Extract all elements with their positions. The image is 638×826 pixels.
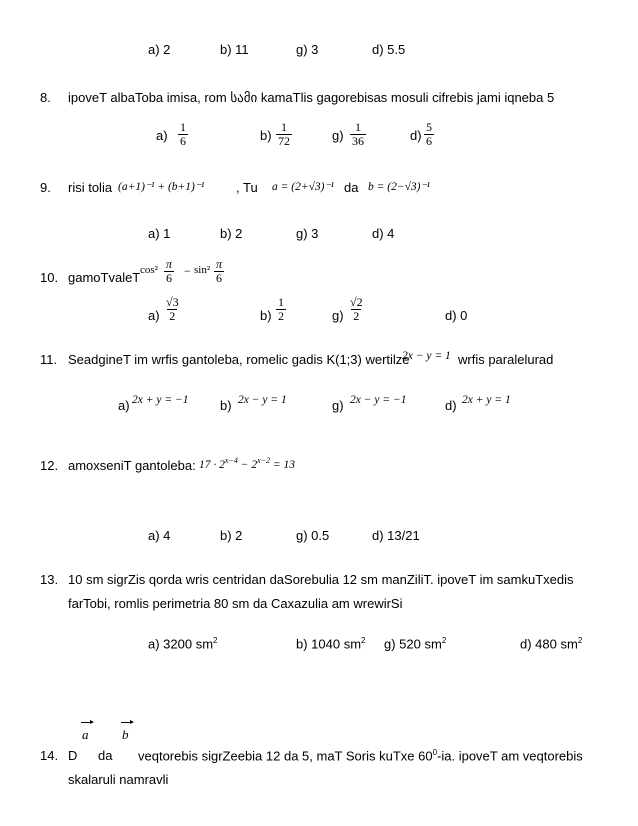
q9-option-a: a) 1 — [148, 226, 171, 241]
q13-d-sup: 2 — [577, 636, 583, 645]
q11-text-1: SeadgineT im wrfis gantoleba, romelic gadis K(1;3) wertilze — [68, 352, 410, 367]
vector-a: a — [82, 727, 89, 742]
q13-b-sup: 2 — [361, 636, 366, 645]
q10-g-num: √2 — [350, 295, 363, 309]
q10-frac-2 — [214, 258, 224, 285]
q10-six-1: 6 — [166, 271, 172, 285]
q12-option-b: b) 2 — [220, 528, 243, 543]
q11-text-2: wrfis paralelurad — [458, 352, 554, 367]
q8-b-den: 72 — [278, 134, 290, 148]
q14-number: 14. — [40, 748, 59, 763]
q7-option-d: d) 5.5 — [372, 42, 406, 57]
q11-option-d-label: d) — [445, 398, 457, 413]
q14-line-1-main: veqtorebis sigrZeebia 12 da 5, maT Soris kuTxe 60 — [138, 748, 433, 764]
q9-number: 9. — [40, 180, 51, 195]
q8-g-den: 36 — [352, 134, 364, 148]
q8-option-d-label: d) — [410, 128, 422, 143]
q7-option-b: b) 11 — [220, 42, 249, 57]
q14-degree: 0 — [432, 748, 438, 757]
q12-option-a: a) 4 — [148, 528, 171, 543]
q8-number: 8. — [40, 90, 51, 105]
q14-line-1 — [138, 748, 583, 763]
q10-pi-2: π — [216, 257, 223, 271]
q8-option-d-fraction — [424, 121, 434, 148]
q13-a-text: a) 3200 sm — [148, 636, 214, 652]
q14-line-1-end: -ia. ipoveT am veqtorebis — [437, 748, 583, 764]
q11-option-d: 2x + y = 1 — [462, 394, 511, 406]
q12-prefix: amoxseniT gantoleba: — [68, 458, 196, 473]
q13-option-a — [148, 636, 218, 651]
q12-number: 12. — [40, 458, 59, 473]
q9-option-b: b) 2 — [220, 226, 243, 241]
q8-option-b-label: b) — [260, 128, 272, 143]
q8-option-a-fraction — [178, 121, 188, 148]
q14-conj: da — [98, 748, 113, 763]
q13-option-g — [384, 636, 446, 651]
q8-option-a-label: a) — [156, 128, 168, 143]
q11-option-b-label: b) — [220, 398, 232, 413]
q10-option-g-label: g) — [332, 308, 344, 323]
q12-option-g: g) 0.5 — [296, 528, 330, 543]
q7-option-a: a) 2 — [148, 42, 171, 57]
q10-number: 10. — [40, 270, 59, 285]
q10-g-den: 2 — [353, 309, 360, 323]
q10-option-a-fraction — [164, 296, 181, 323]
q8-option-b-fraction — [276, 121, 292, 148]
q12-eq-part-2: − 2 — [237, 458, 258, 471]
q13-g-text: g) 520 sm — [384, 636, 442, 652]
q10-option-b-label: b) — [260, 308, 272, 323]
q13-option-d — [520, 636, 582, 651]
q10-frac-1 — [164, 258, 174, 285]
q10-b-num: 1 — [278, 295, 284, 309]
q13-a-sup: 2 — [213, 636, 218, 645]
q10-pi-1: π — [166, 257, 173, 271]
q7-option-g: g) 3 — [296, 42, 319, 57]
q9-condition-a: a = (2+√3)⁻¹ — [272, 181, 335, 193]
q10-option-b-fraction — [276, 296, 286, 323]
q12-equation — [199, 456, 295, 471]
q13-option-b — [296, 636, 366, 651]
q8-text: ipoveT albaToba imisa, rom სამი kamaTlis gagorebisas mosuli cifrebis jami iqneba 5 — [68, 90, 555, 105]
q10-prefix: gamoTvaleT — [68, 270, 141, 285]
q9-expression: (a+1)⁻¹ + (b+1)⁻¹ — [118, 181, 205, 193]
q11-number: 11. — [40, 352, 58, 367]
q8-d-den: 6 — [426, 134, 432, 148]
q13-number: 13. — [40, 572, 59, 587]
q14-label-d: D — [68, 748, 78, 763]
q10-sin: sin² — [194, 264, 211, 276]
q8-b-num: 1 — [281, 120, 287, 134]
q13-line-1: 10 sm sigrZis qorda wris centridan daSorebulia 12 sm manZiliT. ipoveT im samkuTxedis — [68, 572, 574, 587]
q10-minus: − — [184, 264, 191, 278]
q12-eq-exp-2: x−2 — [257, 456, 271, 465]
q11-option-g: 2x − y = −1 — [350, 394, 407, 406]
q13-d-text: d) 480 sm — [520, 636, 578, 652]
q10-a-num: √3 — [166, 295, 179, 309]
q12-option-d: d) 13/21 — [372, 528, 420, 543]
q10-cos: cos² — [140, 264, 158, 276]
q14-line-2: skalaruli namravli — [68, 772, 169, 787]
q11-option-g-label: g) — [332, 398, 344, 413]
vector-b: b — [122, 727, 129, 742]
q8-option-g-label: g) — [332, 128, 344, 143]
q10-option-d: d) 0 — [445, 308, 468, 323]
q12-eq-part-1: 17 · 2 — [199, 458, 225, 471]
q10-option-g-fraction — [348, 296, 365, 323]
q11-option-b: 2x − y = 1 — [238, 394, 287, 406]
q10-six-2: 6 — [216, 271, 222, 285]
q11-option-a: 2x + y = −1 — [132, 394, 189, 406]
q8-option-g-fraction — [350, 121, 366, 148]
q8-a-den: 6 — [180, 134, 186, 148]
q10-b-den: 2 — [278, 309, 284, 323]
q8-a-num: 1 — [180, 120, 186, 134]
q9-prefix: risi tolia — [68, 180, 113, 195]
q10-option-a-label: a) — [148, 308, 160, 323]
q13-b-text: b) 1040 sm — [296, 636, 362, 652]
q12-eq-part-3: = 13 — [270, 458, 296, 471]
q9-mid: , Tu — [236, 180, 258, 195]
q8-d-num: 5 — [426, 120, 432, 134]
q11-equation: 2x − y = 1 — [402, 350, 451, 362]
q12-eq-exp-1: x−4 — [224, 456, 238, 465]
q13-g-sup: 2 — [441, 636, 447, 645]
q9-conj: da — [344, 180, 359, 195]
q9-option-d: d) 4 — [372, 226, 395, 241]
q10-a-den: 2 — [169, 309, 176, 323]
q9-option-g: g) 3 — [296, 226, 319, 241]
q9-condition-b: b = (2−√3)⁻¹ — [368, 181, 431, 193]
q11-option-a-label: a) — [118, 398, 130, 413]
q8-g-num: 1 — [355, 120, 361, 134]
q13-line-2: farTobi, romlis perimetria 80 sm da Caxazulia am wrewirSi — [68, 596, 403, 611]
